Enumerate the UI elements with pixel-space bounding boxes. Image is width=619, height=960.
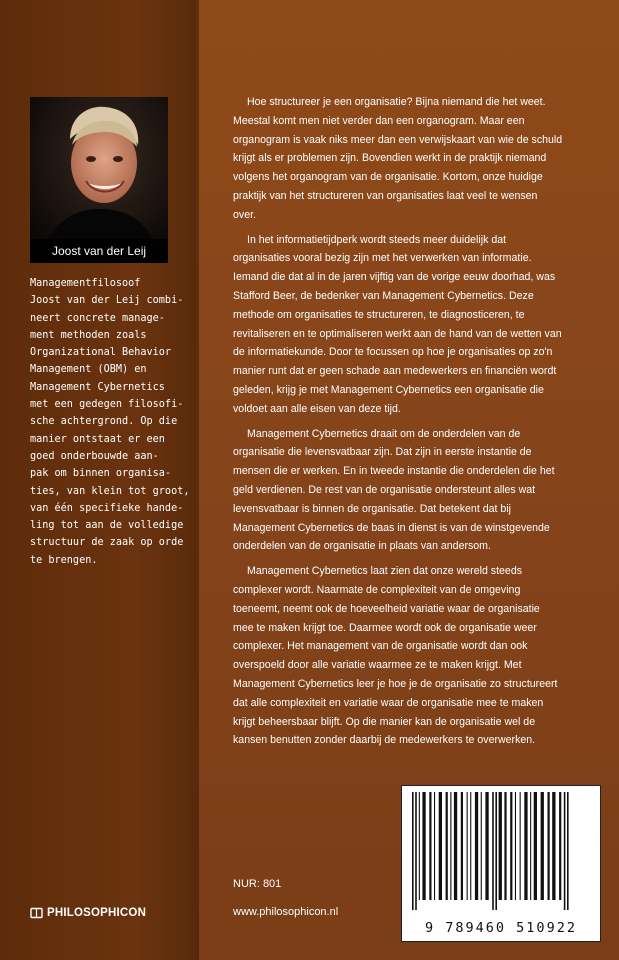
- barcode-bar: [429, 792, 431, 900]
- book-icon: [30, 907, 43, 919]
- bio-line: van één specifieke hande-: [30, 502, 184, 514]
- barcode-bar: [504, 792, 506, 900]
- barcode-bar: [541, 792, 544, 900]
- bio-line: met een gedegen filosofi-: [30, 399, 184, 411]
- barcode-bar: [530, 792, 531, 900]
- bio-line: sche achtergrond. Op die: [30, 416, 178, 428]
- barcode-bar: [495, 792, 497, 910]
- bio-line: Management Cybernetics: [30, 381, 165, 393]
- barcode-bar: [567, 792, 569, 910]
- bio-line: Managementfilosoof: [30, 278, 141, 289]
- bio-line: ling tot aan de volledige: [30, 520, 184, 532]
- barcode-bar: [552, 792, 555, 900]
- barcode-bar: [520, 792, 521, 900]
- barcode-bar: [485, 792, 488, 900]
- barcode-bar: [419, 792, 420, 900]
- barcode-bar: [439, 792, 442, 900]
- barcode-bar: [524, 792, 527, 900]
- bio-line: ties, van klein tot groot,: [30, 485, 190, 497]
- website-url[interactable]: www.philosophicon.nl: [233, 906, 339, 918]
- blurb-paragraph: In het informatietijdperk wordt steeds meer duidelijk dat organisaties vooral bezig zijn met het verwerken van informatie. Iemand die dat al in de jaren vijftig van de vorige eeuw doorhad, was Stafford Beer, de bedenker van Management Cybernetics. Deze methode om organisaties te structureren, te diagnosticeren, te revitaliseren en te optimaliseren werkt aan de hand van de wetten van de informatiekunde. Door te focussen op hoe je organisaties op zo'n manier runt dat er geen schade aan medewerkers en financiën wordt geleden, krijg je met Management Cybernetics een organisatie die voldoet aan alle eisen van deze tijd.: [233, 233, 562, 415]
- publisher-name: PHILOSOPHICON: [47, 907, 147, 919]
- bio-line: manier ontstaat er een: [30, 433, 165, 445]
- blurb-paragraph: Management Cybernetics draait om de onderdelen van de organisatie die levensvatbaar zijn. Dat zijn in eerste instantie de mensen die er werken. En in tweede instantie die onderdelen die het geld verdienen. De rest van de organisatie ondersteunt alles wat levensvatbaar is binnen de organisatie. Dat betekent dat bij Management Cybernetics de baas in dienst is van de winstgevende onderdelen van de organisatie in plaats van andersom.: [233, 427, 555, 553]
- barcode-bar: [564, 792, 566, 910]
- bio-line: Joost van der Leij combi-: [30, 295, 184, 307]
- barcode-bars: [408, 792, 594, 912]
- blurb-paragraph: Hoe structureer je een organisatie? Bijna niemand die het weet. Meestal komt men niet verder dan een organogram. Maar een organogram is vaak niks meer dan een verwijskaart van wie de schuld krijgt als er problemen zijn. Bovendien werkt in de praktijk niemand volgens het organogram van de organisatie. Kortom, onze huidige praktijk van het structureren van organisaties laat veel te wensen over.: [233, 96, 563, 221]
- blurb-text: [233, 93, 563, 756]
- spine-fold-line: [196, 0, 199, 960]
- barcode-bar: [481, 792, 482, 900]
- barcode-bar: [492, 792, 494, 910]
- bio-line: goed onderbouwde aan-: [30, 450, 159, 462]
- author-bio: [30, 275, 190, 569]
- barcode-bar: [510, 792, 512, 900]
- barcode-bar: [475, 792, 478, 900]
- barcode-bar: [446, 792, 448, 900]
- barcode-bar: [415, 792, 417, 910]
- barcode-bar: [450, 792, 451, 900]
- bio-line: neert concrete manage-: [30, 312, 165, 324]
- author-photo-caption: Joost van der Leij: [30, 239, 168, 263]
- barcode-bar: [434, 792, 435, 900]
- barcode-bar: [470, 792, 471, 900]
- barcode-bar: [412, 792, 414, 910]
- bio-line: ment methoden zoals: [30, 329, 147, 341]
- blurb-paragraph: Management Cybernetics laat zien dat onze wereld steeds complexer wordt. Naarmate de complexiteit van de omgeving toeneemt, neemt ook de hoeveelheid variatie waar de organisatie mee te maken krijgt toe. Daarmee wordt ook de organisatie weer complexer. Het management van de organisatie wordt dan ook overspoeld door alle variatie waarmee ze te maken krijgt. Met Management Cybernetics leer je hoe je de organisatie zo structureert dat alle complexiteit en variatie waar de organisatie mee te maken krijgt beheersbaar blijft. Op die manier kan de organisatie wel de kansen benutten zonder daarbij de medewerkers te overwerken.: [233, 565, 558, 747]
- bio-line: Management (OBM) en: [30, 364, 147, 376]
- barcode-bar: [559, 792, 561, 900]
- barcode-bar: [534, 792, 537, 900]
- nur-code: NUR: 801: [233, 878, 282, 890]
- bio-line: pak om binnen organisa-: [30, 468, 172, 480]
- bio-line: Organizational Behavior: [30, 347, 172, 359]
- barcode-bar: [467, 792, 468, 900]
- bio-line: structuur de zaak op orde: [30, 537, 184, 549]
- author-photo: [30, 97, 168, 263]
- barcode-bar: [499, 792, 502, 900]
- barcode-bar: [548, 792, 550, 900]
- publisher-logo: [30, 905, 146, 921]
- barcode-bar: [422, 792, 425, 900]
- barcode-bar: [461, 792, 463, 900]
- isbn-number: 9 789460 510922: [425, 920, 577, 936]
- barcode-bar: [515, 792, 516, 900]
- barcode-bar: [454, 792, 457, 900]
- isbn-barcode: [401, 785, 601, 942]
- bio-line: te brengen.: [30, 554, 98, 566]
